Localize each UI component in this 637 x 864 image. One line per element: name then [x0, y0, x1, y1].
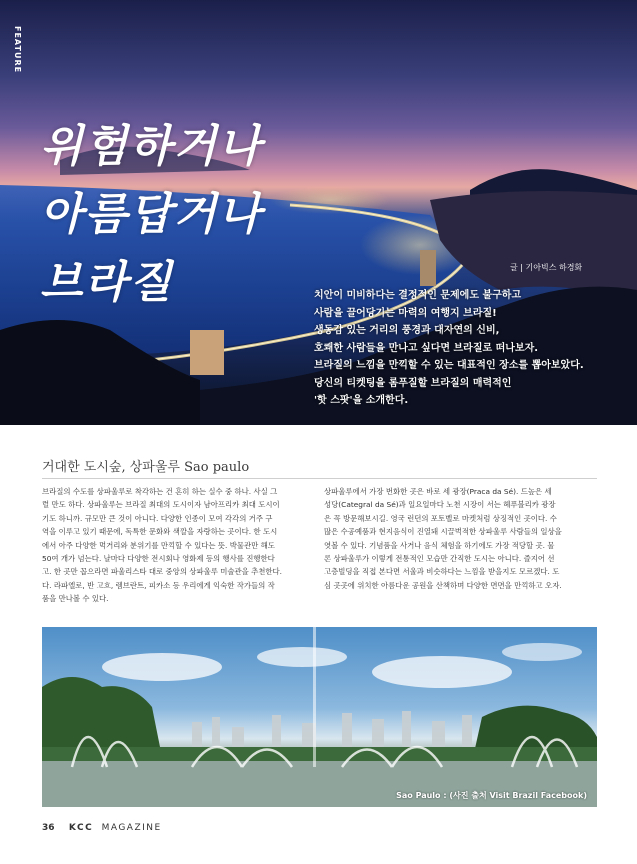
intro-line: 브라질의 느낌을 만끽할 수 있는 대표적인 장소를 뽑아보았다.: [314, 360, 584, 371]
body-line: 고층빌딩을 직접 본다면 서울과 비슷하다는 느낌을 받을지도 모르겠다. 도: [324, 567, 560, 577]
section-heading: 거대한 도시숲, 상파울루 Sao paulo: [42, 460, 250, 475]
sao-paulo-photo: [42, 627, 597, 807]
body-line: 고. 한 곳만 꼽으라면 파울리스타 대로 중앙의 상파울루 미술관을 추천한다.: [42, 567, 283, 577]
body-line: 역을 이루고 있기 때문에, 독특한 문화와 색깔을 자랑하는 곳이다. 한 도시: [42, 527, 278, 537]
body-line: 상파울루에서 가장 번화한 곳은 바로 세 광장(Praca da Sé). 드높은 세: [324, 487, 552, 496]
page-footer: [42, 823, 162, 833]
intro-line: 사람을 끌어당기는 마력의 여행지 브라질!: [314, 307, 497, 319]
photo-caption: Sao Paulo : (사진 출처 Visit Brazil Facebook): [396, 791, 587, 800]
intro-line: 호쾌한 사람들을 만나고 싶다면 브라질로 떠나보자.: [314, 342, 539, 354]
title-line-2: 아름답거나: [40, 189, 263, 240]
park-fountain-scene: [42, 627, 597, 807]
author-credit: 글 | 기아빅스 하경화: [510, 263, 583, 272]
intro-text: [314, 287, 584, 410]
body-line: 많은 수공예품과 현지음식이 진열돼 시끌벅적한 상파울루 사람들의 일상을: [324, 527, 562, 537]
body-line: 에서 아주 다양한 먹거리와 분위기를 만끽할 수 있다는 뜻. 박물관만 해도: [42, 540, 275, 550]
page-number: 36: [42, 823, 55, 833]
intro-line: 당신의 티켓팅을 롬푸질할 브라질의 매력적인: [314, 377, 512, 389]
body-line: 품을 만나볼 수 있다.: [42, 594, 109, 604]
body-line: 다. 라파엘로, 반 고흐, 렘브란트, 피카소 등 우리에게 익숙한 작가들의 작: [42, 580, 275, 590]
title-line-3: 브라질: [40, 257, 174, 308]
intro-line: 생동감 있는 거리의 풍경과 대자연의 신비,: [314, 325, 500, 336]
body-line: 은 꼭 방문해보시길. 영국 런던의 포토벨로 마켓처럼 상징적인 곳이다. 수: [324, 513, 557, 523]
feature-label: FEATURE: [13, 26, 22, 74]
intro-line: '핫 스팟'을 소개한다.: [314, 395, 409, 406]
body-line: 50여 개가 넘는다. 날마다 다양한 전시회나 영화제 등의 행사를 진행한다: [42, 554, 275, 564]
body-line: 기도 하니까. 규모만 큰 것이 아니다. 다양한 인종이 모여 각각의 거주 구: [42, 513, 273, 523]
body-line: 엿볼 수 있다. 기념품을 사거나 음식 체험을 하기에도 가장 적당할 곳. 물: [324, 540, 555, 550]
body-line: 심 곳곳에 위치한 아름다운 공원을 산책하며 다양한 면면을 만끽하고 오자.: [324, 580, 562, 590]
body-column-right: [324, 485, 562, 592]
body-line: 성당(Categral da Sé)과 일요일마다 노천 시장이 서는 헤푸블리카 광장: [324, 500, 556, 510]
section-divider: [42, 478, 597, 479]
title-line-1: 위험하거나: [40, 121, 263, 172]
body-line: 럴 만도 하다. 상파울루는 브라질 최대의 도시이자 남아프리카 최대 도시이: [42, 500, 280, 510]
body-line: 브라질의 수도를 상파울루로 착각하는 건 흔히 하는 실수 중 하나. 사실 그: [42, 487, 278, 496]
intro-line: 치안이 미비하다는 결정적인 문제에도 불구하고: [314, 290, 522, 301]
hero-image: [0, 0, 637, 425]
magazine-brand: KCC: [68, 823, 94, 833]
magazine-name: MAGAZINE: [101, 823, 162, 833]
body-line: 론 상파울루가 이렇게 전통적인 모습만 간직한 도시는 아니다. 즐지어 선: [324, 554, 555, 564]
body-column-left: [42, 485, 282, 606]
